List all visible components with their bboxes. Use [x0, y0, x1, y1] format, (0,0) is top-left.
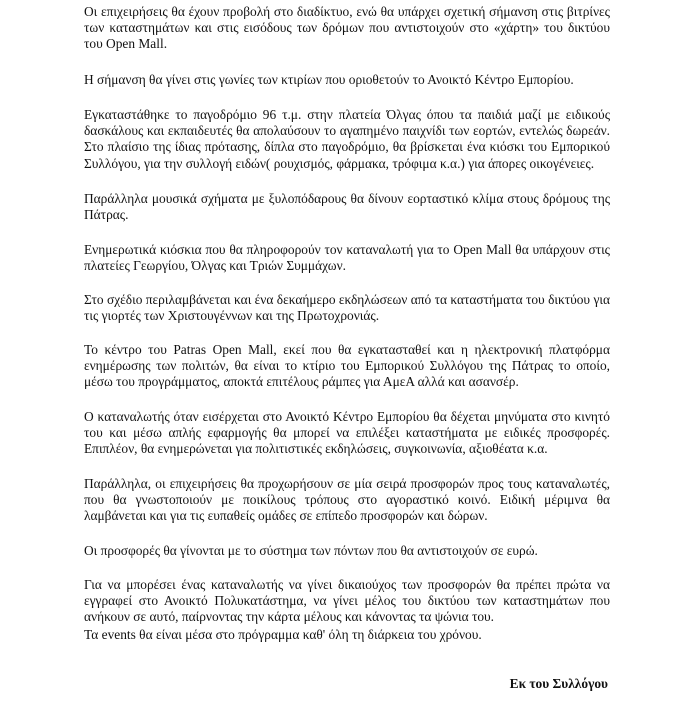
paragraph-year-round-events: Τα events θα είναι μέσα στο πρόγραμμα καθ' όλη τη διάρκεια του χρόνου.: [84, 627, 482, 642]
paragraph-points-system: Οι προσφορές θα γίνονται με το σύστημα των πόντων που θα αντιστοιχούν σε ευρώ.: [84, 543, 538, 558]
paragraph-mobile-messages: Ο καταναλωτής όταν εισέρχεται στο Ανοικτό Κέντρο Εμπορίου θα δέχεται μηνύματα στο κινητό του και μέσω απλής εφαρμογής θα μπορεί να επιλέξει καταστήματα με ειδικές προσφορές. Επιπλέον, θα ενημερώνεται για πολιτιστικές εκδηλώσεις, συγκοινωνία, αξιοθέατα κ.α.: [84, 409, 610, 457]
paragraph-music-groups: Παράλληλα μουσικά σχήματα με ξυλοπόδαρους θα δίνουν εορταστικό κλίμα στους δρόμους της Πάτρας.: [84, 191, 610, 223]
paragraph-membership: Για να μπορέσει ένας καταναλωτής να γίνει δικαιούχος των προσφορών θα πρέπει πρώτα να εγγραφεί στο Ανοικτό Πολυκατάστημα, να γίνει μέλος του δικτύου των καταστημάτων που ανήκουν σε αυτό, παίρνοντας την κάρτα μέλους και κάνοντας τα ψώνια του.: [84, 577, 610, 625]
paragraph-events-ten-days: Στο σχέδιο περιλαμβάνεται και ένα δεκαήμερο εκδηλώσεων από τα καταστήματα του δικτύου για τις γιορτές των Χριστουγέννων και της Πρωτοχρονιάς.: [84, 292, 610, 324]
paragraph-offers: Παράλληλα, οι επιχειρήσεις θα προχωρήσουν σε μία σειρά προσφορών προς τους καταναλωτές, που θα γνωστοποιούν με ποικίλους τρόπους στο αγοραστικό κοινό. Ειδική μέριμνα θα λαμβάνεται και για τις ευπαθείς ομάδες σε επίπεδο προσφορών και δώρων.: [84, 476, 610, 524]
paragraph-signage: Η σήμανση θα γίνει στις γωνίες των κτιρίων που οριοθετούν το Ανοικτό Κέντρο Εμπορίου.: [84, 72, 574, 87]
paragraph-online-promotion: Οι επιχειρήσεις θα έχουν προβολή στο διαδίκτυο, ενώ θα υπάρχει σχετική σήμανση στις βιτρίνες των καταστημάτων και στις εισόδους των δρόμων που αντιστοιχούν στο «χάρτη» του δικτύου του Open Mall.: [84, 4, 610, 52]
signature: Εκ του Συλλόγου: [509, 676, 608, 691]
document-page: [84, 0, 610, 714]
paragraph-ice-rink: Εγκαταστάθηκε το παγοδρόμιο 96 τ.μ. στην πλατεία Όλγας όπου τα παιδιά μαζί με ειδικούς δασκάλους και εκπαιδευτές θα απολαύσουν το αγαπημένο παιχνίδι των εορτών, εντελώς δωρεάν. Στο πλαίσιο της ίδιας πρότασης, δίπλα στο παγοδρόμιο, θα βρίσκεται ένα κιόσκι του Εμπορικού Συλλόγου, για την συλλογή ειδών( ρουχισμός, φάρμακα, τρόφιμα κ.α.) για άπορες οικογένειες.: [84, 107, 610, 171]
paragraph-center-building: Το κέντρο του Patras Open Mall, εκεί που θα εγκατασταθεί και η ηλεκτρονική πλατφόρμα ενημέρωσης των πολιτών, θα είναι το κτίριο του Εμπορικού Συλλόγου της Πάτρας το οποίο, μέσω του προγράμματος, αποκτά επιτέλους ράμπες για ΑμεΑ αλλά και ασανσέρ.: [84, 342, 610, 390]
paragraph-info-kiosks: Ενημερωτικά κιόσκια που θα πληροφορούν τον καταναλωτή για το Open Mall θα υπάρχουν στις πλατείες Γεωργίου, Όλγας και Τριών Συμμάχων.: [84, 242, 610, 274]
